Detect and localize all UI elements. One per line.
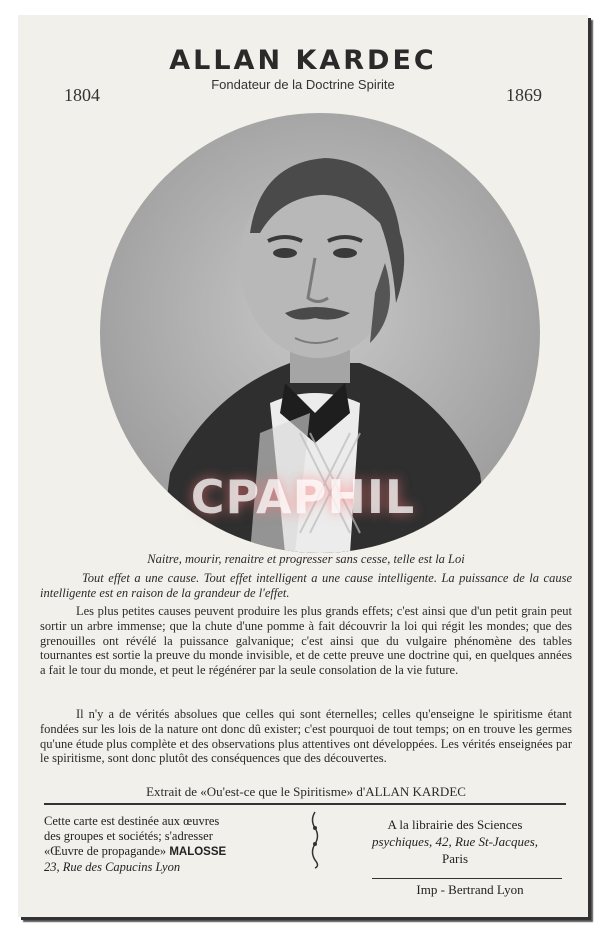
ornament-icon [308,810,322,870]
footer-left-block [44,814,294,875]
footer-left-line-1: Cette carte est destinée aux œuvres [44,814,220,828]
footer-left-line-4: 23, Rue des Capucins Lyon [44,860,181,874]
footer-left-line-3-wrap [44,844,294,860]
portrait-name-title: ALLAN KARDEC [169,45,437,76]
birth-year: 1804 [64,85,100,105]
footer-right-line-1: A la librairie des Sciences [387,817,523,832]
imprint-divider [372,878,562,879]
portrait-subtitle: Fondateur de la Doctrine Spirite [211,77,395,92]
publisher-name: MALOSSE [169,846,227,858]
imprint-text: Imp - Bertrand Lyon [416,882,524,897]
footer-right-line-3: Paris [442,851,468,866]
body-paragraph-1: Les plus petites causes peuvent produire les plus grands effets; c'est ainsi que d'un petit grain peut sortir un arbre immense; que la chute d'une pomme à fait découvrir la loi qui régit les mondes; que des grenouilles ont révélé la puissance galvanique; c'est ainsi que du vulgaire phénomène des tables tournantes est sortie la preuve du monde invisible, et de cette preuve une doctrine qui, en quelques années a fait le tour du monde, et peut le régénérer par la seule consolation de la vie future. [40,604,572,678]
footer-left-line-2: des groupes et sociétés; s'adresser [44,829,213,843]
motto-line-1: Naitre, mourir, renaitre et progresser sans cesse, telle est la Loi [147,552,465,566]
footer-divider [44,803,566,805]
source-citation: Extrait de «Ou'est-ce que le Spiritisme» d'ALLAN KARDEC [146,784,466,799]
footer-left-line-3: «Œuvre de propagande» [44,844,167,858]
postcard [18,15,588,917]
death-year: 1869 [506,85,542,105]
body-paragraph-2: Il n'y a de vérités absolues que celles qui sont éternelles; celles qu'enseigne le spiritisme étant fondées sur les lois de la nature ont donc dû exister; c'est pourquoi de tout temps; on en trouve les germes qu'une étude plus complète et des observations plus attentives ont développées. Les vérités enseignées par le spiritisme, sont donc plutôt des conséquences que des découvertes. [40,707,572,766]
footer-right-line-2: psychiques, 42, Rue St-Jacques, [371,834,539,849]
footer-right-block [340,816,570,867]
watermark-text: CPAPHIL [190,470,416,524]
motto-line-2: Tout effet a une cause. Tout effet intelligent a une cause intelligente. La puissance de la cause intelligente est en raison de la grandeur de l'effet. [40,571,572,600]
